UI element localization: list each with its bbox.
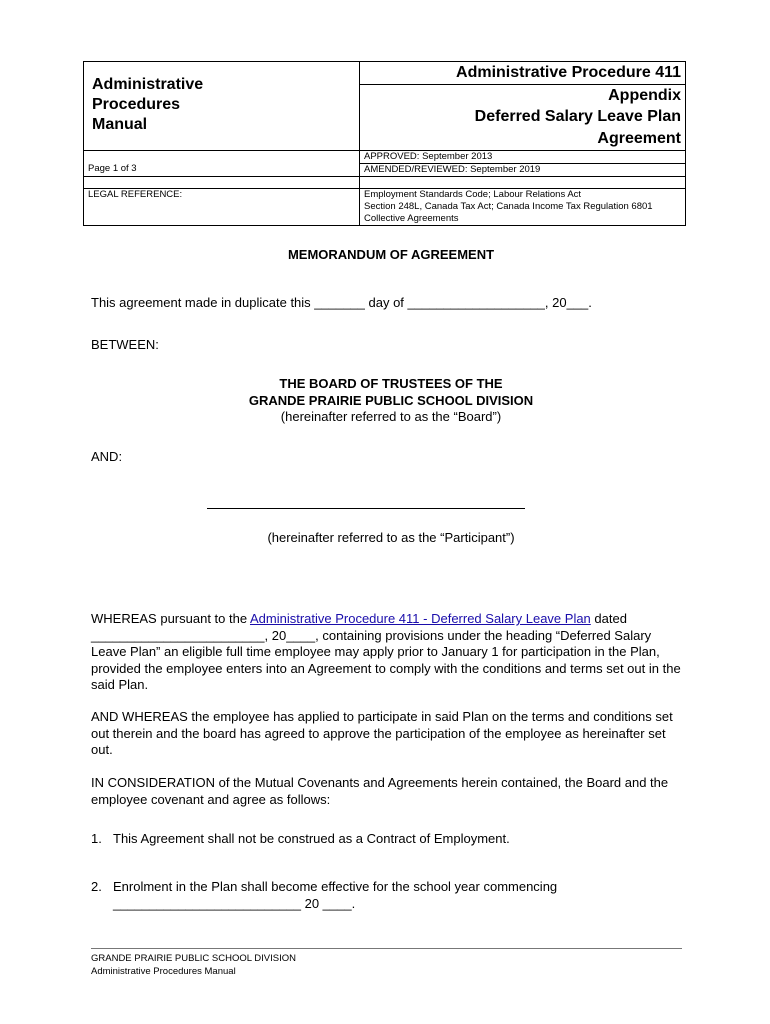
list-item: 2. Enrolment in the Plan shall become effective for the school year commencing __________________________ 20 ____. <box>91 879 558 911</box>
board-reference: (hereinafter referred to as the “Board”) <box>280 409 502 424</box>
approval-dates <box>360 151 686 177</box>
manual-title-cell <box>84 62 360 151</box>
approved-date: APPROVED: September 2013 <box>360 151 685 164</box>
procedure-411-link[interactable]: Administrative Procedure 411 - Deferred Salary Leave Plan <box>249 611 591 626</box>
amended-date: AMENDED/REVIEWED: September 2019 <box>364 164 541 175</box>
header-table <box>83 61 686 226</box>
and-label: AND: <box>91 449 123 464</box>
list-item: 1. This Agreement shall not be construed as a Contract of Employment. <box>91 831 510 846</box>
document-heading: MEMORANDUM OF AGREEMENT <box>287 247 495 262</box>
legal-reference: Employment Standards Code; Labour Relations Act Section 248L, Canada Tax Act; Canada Income Tax Regulation 6801 Collective Agreements <box>360 189 686 226</box>
legal-reference-label: LEGAL REFERENCE: <box>84 189 360 226</box>
intro-line: This agreement made in duplicate this _______ day of ___________________, 20___. <box>91 295 592 310</box>
procedure-appendix: Appendix <box>608 86 681 104</box>
and-whereas-paragraph: AND WHEREAS the employee has applied to participate in said Plan on the terms and conditions set out therein and the board has agreed to approve the participation of the employee as hereinafter set out. <box>91 709 673 757</box>
page-footer: GRANDE PRAIRIE PUBLIC SCHOOL DIVISION Administrative Procedures Manual <box>91 953 296 977</box>
between-label: BETWEEN: <box>91 337 159 352</box>
board-name: THE BOARD OF TRUSTEES OF THE GRANDE PRAIRIE PUBLIC SCHOOL DIVISION <box>248 376 534 408</box>
procedure-number: Administrative Procedure 411 <box>360 62 685 85</box>
whereas-paragraph: WHEREAS pursuant to the Administrative Procedure 411 - Deferred Salary Leave Plan dated ________________________, 20____, containing provisions under the heading “Deferred Salary Leave Plan” an eligible full time employee may apply prior to January 1 for participation in the Plan, provided the employee enters into an Agreement to comply with the conditions and terms set out in the said Plan. <box>91 611 681 692</box>
consideration-paragraph: IN CONSIDERATION of the Mutual Covenants and Agreements herein contained, the Board and the employee covenant and agree as follows: <box>91 775 669 807</box>
procedure-name: Deferred Salary Leave Plan <box>474 108 681 125</box>
footer-divider <box>91 948 682 949</box>
procedure-title <box>360 62 686 151</box>
participant-reference: (hereinafter referred to as the “Participant”) <box>267 530 515 545</box>
procedure-subname: Agreement <box>597 129 681 147</box>
page-number: Page 1 of 3 <box>84 151 360 177</box>
manual-title: Administrative Procedures Manual <box>92 76 204 133</box>
participant-signature-line[interactable] <box>207 508 525 509</box>
